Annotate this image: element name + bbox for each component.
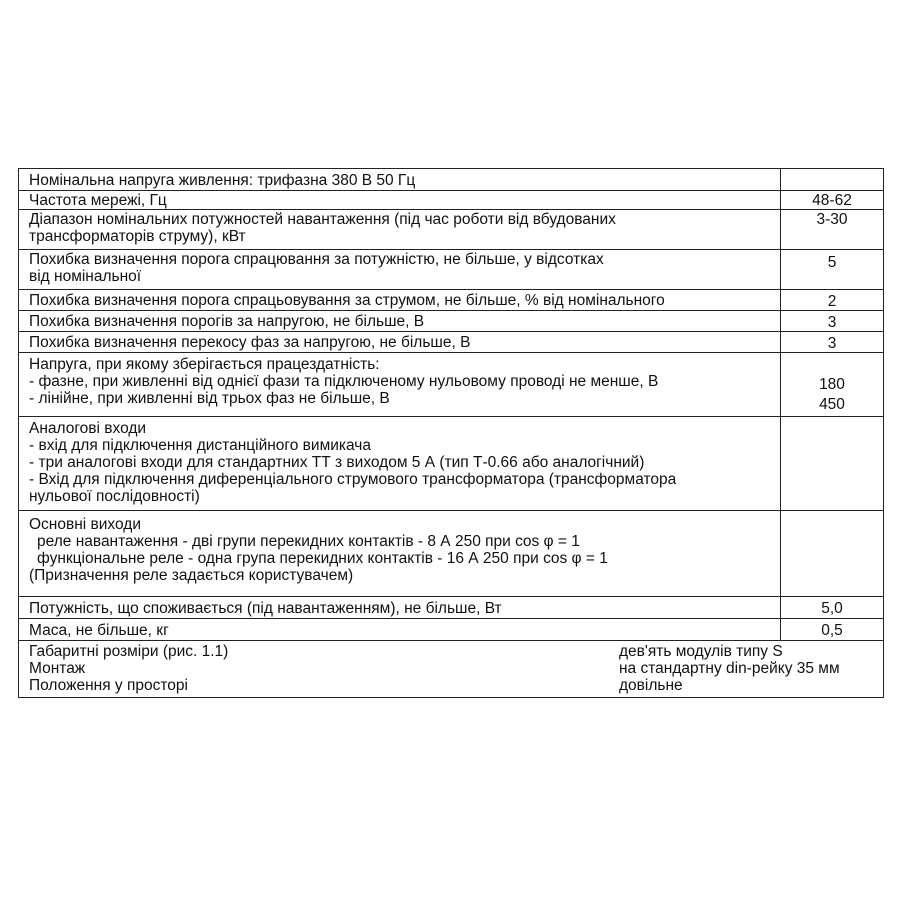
label-line: функціональне реле - одна група перекидних контактів - 16 А 250 при cos φ = 1 <box>37 550 608 567</box>
spec-label <box>19 210 781 249</box>
spec-value <box>781 417 883 510</box>
spec-row-power-range <box>19 210 883 250</box>
spec-label <box>19 250 781 289</box>
value-text: 3 <box>827 314 837 331</box>
label-line: Похибка визначення порога спрацьовування за струмом, не більше, % від номінального <box>29 292 665 309</box>
spec-label <box>19 511 781 596</box>
spec-row-analog-inputs <box>19 417 883 511</box>
spec-row-frequency <box>19 191 883 210</box>
spec-row-power-consumption <box>19 597 883 619</box>
label-line: Похибка визначення порога спрацювання за потужністю, не більше, у відсотках <box>29 251 604 268</box>
spec-label <box>19 290 781 310</box>
spec-label <box>19 417 781 510</box>
label-line: Маса, не більше, кг <box>29 622 169 639</box>
spec-label <box>19 169 781 190</box>
spec-value <box>781 619 883 640</box>
spec-label <box>19 619 781 640</box>
spec-label <box>19 641 619 697</box>
spec-row-dimensions-mounting <box>19 641 883 697</box>
value-text: 3 <box>827 335 837 352</box>
label-line: реле навантаження - дві групи перекидних контактів - 8 А 250 при cos φ = 1 <box>37 533 580 550</box>
value-text: 3-30 <box>816 211 848 228</box>
spec-label <box>19 353 781 416</box>
label-line: Положення у просторі <box>29 677 188 694</box>
label-line: Монтаж <box>29 660 86 677</box>
spec-value <box>781 332 883 352</box>
label-line: (Призначення реле задається користувачем) <box>29 567 354 584</box>
label-line: - фазне, при живленні від однієї фази та підключеному нульовому проводі не менше, В <box>29 373 659 390</box>
label-line: Похибка визначення перекосу фаз за напругою, не більше, В <box>29 334 471 351</box>
spec-label <box>19 332 781 352</box>
specifications-table <box>18 168 884 698</box>
value-text: 180 <box>819 376 845 393</box>
spec-value <box>781 250 883 289</box>
label-line: Частота мережі, Гц <box>29 192 167 209</box>
spec-value <box>781 290 883 310</box>
value-text: довільне <box>619 677 683 694</box>
label-line: - три аналогові входи для стандартних ТТ з виходом 5 А (тип Т-0.66 або аналогічний) <box>29 454 645 471</box>
label-line: Аналогові входи <box>29 420 147 437</box>
spec-value <box>781 169 883 190</box>
label-line: трансформаторів струму), кВт <box>29 228 246 245</box>
value-text: дев'ять модулів типу S <box>619 643 783 660</box>
value-text: 5 <box>827 254 837 271</box>
label-line: - вхід для підключення дистанційного вимикача <box>29 437 371 454</box>
spec-value <box>781 353 883 416</box>
value-text: 450 <box>819 396 845 413</box>
value-text: 5,0 <box>821 600 843 617</box>
spec-value <box>781 511 883 596</box>
spec-row-current-threshold-error <box>19 290 883 311</box>
label-line: Діапазон номінальних потужностей навантаження (під час роботи від вбудованих <box>29 211 616 228</box>
label-line: Напруга, при якому зберігається працездатність: <box>29 356 380 373</box>
value-text: 48-62 <box>812 192 852 209</box>
spec-label <box>19 191 781 209</box>
label-line: нульової послідовності) <box>29 488 200 505</box>
label-line: від номінальної <box>29 268 142 285</box>
spec-row-weight <box>19 619 883 641</box>
spec-label <box>19 597 781 618</box>
label-line: Номінальна напруга живлення: трифазна 380 В 50 Гц <box>29 172 416 189</box>
spec-label <box>19 311 781 331</box>
spec-row-operating-voltage <box>19 353 883 417</box>
label-line: Основні виходи <box>29 516 141 533</box>
label-line: Похибка визначення порогів за напругою, не більше, В <box>29 313 425 330</box>
spec-row-main-outputs <box>19 511 883 597</box>
spec-row-supply-voltage <box>19 169 883 191</box>
spec-row-voltage-threshold-error <box>19 311 883 332</box>
spec-value <box>781 311 883 331</box>
value-text: 2 <box>827 293 837 310</box>
label-line: Габаритні розміри (рис. 1.1) <box>29 643 229 660</box>
spec-value <box>619 641 883 697</box>
spec-value <box>781 210 883 249</box>
label-line: Потужність, що споживається (під навантаженням), не більше, Вт <box>29 600 502 617</box>
spec-value <box>781 191 883 209</box>
label-line: - лінійне, при живленні від трьох фаз не більше, В <box>29 390 390 407</box>
label-line: - Вхід для підключення диференціального струмового трансформатора (трансформатора <box>29 471 677 488</box>
value-text: 0,5 <box>821 622 843 639</box>
spec-value <box>781 597 883 618</box>
spec-row-power-threshold-error <box>19 250 883 290</box>
value-text: на стандартну din-рейку 35 мм <box>619 660 840 677</box>
spec-row-phase-imbalance-error <box>19 332 883 353</box>
